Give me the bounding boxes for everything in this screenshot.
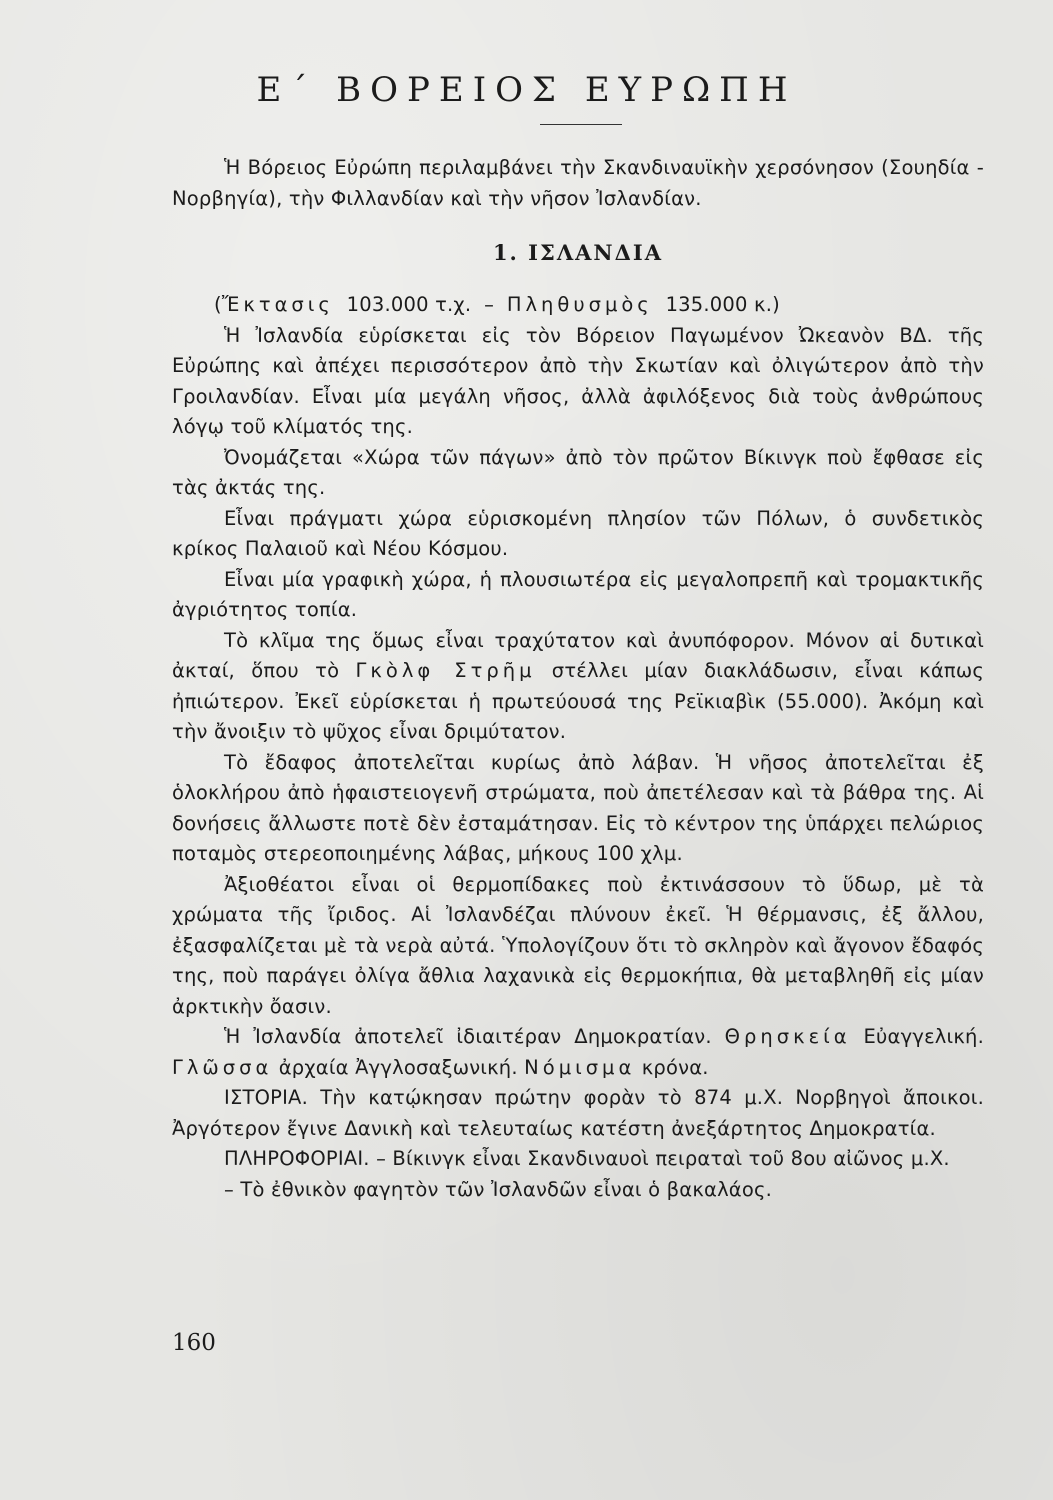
area-value: 103.000 τ.χ. <box>346 293 472 316</box>
climate-text-before: Τὸ κλῖμα της ὅμως εἶναι τραχύτατον καὶ ἀνυπόφορον. Μόνον αἱ δυτικαὶ ἀκταί, ὅπου τὸ <box>172 628 984 682</box>
location-paragraph: Ἡ Ἰσλανδία εὑρίσκεται εἰς τὸν Βόρειον Παγωμένον Ὠκεανὸν ΒΔ. τῆς Εὐρώπης καὶ ἀπέχει περισσότερον ἀπὸ τὴν Σκωτίαν καὶ ὀλιγώτερον ἀπὸ τὴν Γροιλανδίαν. Εἶναι μία μεγάλη νῆσος, ἀλλὰ ἀφιλόξενος διὰ τοὺς ἀνθρώπους λόγῳ τοῦ κλίματός της. <box>172 323 984 438</box>
geysers-paragraph: Ἀξιοθέατοι εἶναι οἱ θερμοπίδακες ποὺ ἐκτινάσσουν τὸ ὕδωρ, μὲ τὰ χρώματα τῆς ἴριδος. Αἱ Ἰσλανδέζαι πλύνουν ἐκεῖ. Ἡ θέρμανσις, ἐξ ἄλλου, ἐξασφαλίζεται μὲ τὰ νερὰ αὐτά. Ὑπολογίζουν ὅτι τὸ σκληρὸν καὶ ἄγονον ἔδαφός της, ποὺ παράγει ὀλίγα ἄθλια λαχανικὰ εἰς θερμοκήπια, θὰ μεταβληθῆ εἰς μίαν ἀρκτικὴν ὄασιν. <box>172 872 984 1018</box>
page-number: 160 <box>172 1330 216 1356</box>
area-label: Ἔκτασις <box>221 293 334 316</box>
government-paragraph <box>172 1022 984 1083</box>
gulf-stream-term: Γκὸλφ Στρῆμ <box>355 659 536 682</box>
poles-paragraph: Εἶναι πράγματι χώρα εὑρισκομένη πλησίον τῶν Πόλων, ὁ συνδετικὸς κρίκος Παλαιοῦ καὶ Νέου Κόσμου. <box>172 506 984 560</box>
history-paragraph: ΙΣΤΟΡΙΑ. Τὴν κατῴκησαν πρώτην φορὰν τὸ 874 μ.Χ. Νορβηγοὶ ἄποικοι. Ἀργότερον ἔγινε Δανικὴ καὶ τελευταίως κατέστη ἀνεξάρτητος Δημοκρατία. <box>172 1086 984 1140</box>
soil-paragraph: Τὸ ἔδαφος ἀποτελεῖται κυρίως ἀπὸ λάβαν. Ἡ νῆσος ἀποτελεῖται ἐξ ὁλοκλήρου ἀπὸ ἡφαιστειογενῆ στρώματα, ποὺ ἀπετέλεσαν καὶ τὰ βάθρα της. Αἱ δονήσεις ἄλλωστε ποτὲ δὲν ἐσταμάτησαν. Εἰς τὸ κέντρον της ὑπάρχει πελώριος ποταμὸς στερεοποιημένης λάβας, μήκους 100 χλμ. <box>172 750 984 865</box>
population-value: 135.000 κ. <box>665 293 773 316</box>
currency-label: Νόμισμα <box>524 1055 636 1079</box>
national-dish-paragraph: – Τὸ ἐθνικὸν φαγητὸν τῶν Ἰσλανδῶν εἶναι ὁ βακαλάος. <box>224 1177 773 1201</box>
intro-paragraph: Ἡ Βόρειος Εὐρώπη περιλαμβάνει τὴν Σκανδιναυϊκὴν χερσόνησον (Σουηδία - Νορβηγία), τὴν Φιλλανδίαν καὶ τὴν νῆσον Ἰσλανδίαν. <box>172 156 984 210</box>
government-text-4: κρόνα. <box>635 1055 709 1079</box>
government-text-2: Εὐαγγελική. <box>850 1025 985 1048</box>
information-paragraph: ΠΛΗΡΟΦΟΡΙΑΙ. – Βίκινγκ εἶναι Σκανδιναυοὶ πειραταὶ τοῦ 8ου αἰῶνος μ.Χ. <box>224 1147 950 1170</box>
name-paragraph: Ὀνομάζεται «Χώρα τῶν πάγων» ἀπὸ τὸν πρῶτον Βίκινγκ ποὺ ἔφθασε εἰς τὰς ἀκτάς της. <box>172 445 984 499</box>
language-label: Γλῶσσα <box>172 1055 273 1079</box>
climate-text-after: στέλλει μίαν διακλάδωσιν, εἶναι κάπως ἠπιώτερον. Ἐκεῖ εὑρίσκεται ἡ πρωτεύουσά της Ρεϊκιαβὶκ (55.000). Ἀκόμη καὶ τὴν ἄνοιξιν τὸ ψῦχος εἶναι δριμύτατον. <box>172 659 985 743</box>
religion-label: Θρησκεία <box>724 1025 851 1048</box>
stats-line: (Ἔκτασις 103.000 τ.χ. – Πληθυσμὸς 135.000 κ.) <box>214 293 780 316</box>
government-text-1: Ἡ Ἰσλανδία ἀποτελεῖ ἰδιαιτέραν Δημοκρατίαν. <box>224 1025 725 1048</box>
climate-paragraph <box>172 626 984 748</box>
chapter-title: Ε΄ ΒΟΡΕΙΟΣ ΕΥΡΩΠΗ <box>256 70 797 110</box>
government-text-3: ἀρχαία Ἀγγλοσαξωνική. <box>272 1055 525 1079</box>
population-label: Πληθυσμὸς <box>506 293 653 316</box>
section-heading: 1. ΙΣΛΑΝΔΙΑ <box>492 240 664 265</box>
landscape-paragraph: Εἶναι μία γραφικὴ χώρα, ἡ πλουσιωτέρα εἰς μεγαλοπρεπῆ καὶ τρομακτικῆς ἀγριότητος τοπία. <box>172 567 984 621</box>
title-divider <box>540 124 622 125</box>
body-text <box>172 153 984 1205</box>
